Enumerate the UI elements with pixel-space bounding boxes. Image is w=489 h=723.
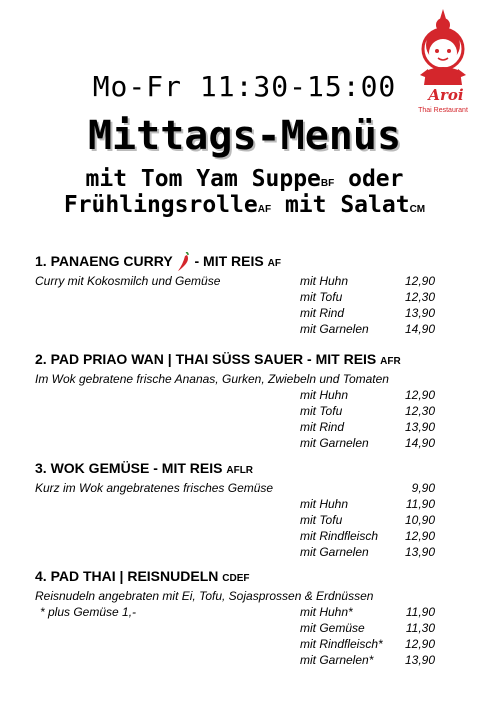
allergen-tag: CM <box>409 204 426 215</box>
price-row <box>35 496 465 512</box>
allergen-tag: BF <box>320 178 335 189</box>
allergen-tag: AFR <box>380 356 401 367</box>
text-name: mit Huhn* <box>300 605 353 619</box>
allergen-tag: AF <box>267 258 281 269</box>
menu-item-title <box>35 350 465 371</box>
menu-item-description: Reisnudeln angebraten mit Ei, Tofu, Sojasprossen & Erdnüssen <box>35 589 374 603</box>
text-title-a: PAD THAI | REISNUDELN <box>50 568 219 584</box>
text-price: 11,90 <box>405 497 435 511</box>
text-name: mit Tofu <box>300 290 343 304</box>
menu-item-description: Curry mit Kokosmilch und Gemüse <box>35 274 221 288</box>
subtitle-line-2 <box>0 192 489 218</box>
allergen-tag: AFLR <box>226 465 254 476</box>
text-price: 14,90 <box>404 322 435 336</box>
text-price: 12,90 <box>404 388 435 402</box>
price-row <box>35 604 465 620</box>
subtitle-salad: mit Salat <box>284 192 410 218</box>
text-price: 13,90 <box>404 306 435 320</box>
menu-item-title <box>35 252 465 273</box>
text-price: 11,90 <box>405 605 435 619</box>
price-row <box>35 305 465 321</box>
price-row <box>35 403 465 419</box>
menu-item-panaeng-curry <box>35 252 465 337</box>
text-name: mit Garnelen <box>300 322 369 336</box>
subtitle-line-1 <box>0 166 489 192</box>
text-price: 13,90 <box>404 420 435 434</box>
price-row <box>35 652 465 668</box>
text-number: 4. <box>35 568 47 584</box>
text-title-a: PANAENG CURRY <box>50 253 173 269</box>
menu-item-note: * plus Gemüse 1,- <box>40 605 137 619</box>
text-name: mit Rindfleisch <box>300 529 379 543</box>
price-row <box>35 528 465 544</box>
price-row <box>35 419 465 435</box>
text-price: 11,30 <box>405 621 435 635</box>
text-title-a: PAD PRIAO WAN | THAI SÜSS SAUER - MIT REIS <box>50 351 377 367</box>
subtitle-springroll: Frühlingsrolle <box>63 192 258 218</box>
text-name: mit Tofu <box>300 513 343 527</box>
text-title-a: WOK GEMÜSE - MIT REIS <box>50 460 223 476</box>
menu-item-description: Kurz im Wok angebratenes frisches Gemüse <box>35 481 274 495</box>
text-price: 13,90 <box>404 545 435 559</box>
text-price: 12,90 <box>404 637 435 651</box>
allergen-tag: AF <box>257 204 272 215</box>
text-name: mit Huhn <box>300 388 349 402</box>
menu-item-pad-priao-wan <box>35 350 465 451</box>
menu-item-pad-thai <box>35 567 465 668</box>
text-number: 3. <box>35 460 47 476</box>
subtitle-soup: mit Tom Yam Suppe <box>85 166 321 192</box>
text-name: mit Garnelen <box>300 436 369 450</box>
text-price: 10,90 <box>404 513 435 527</box>
logo-brand: Aroi <box>428 86 464 104</box>
allergen-tag: CDEF <box>222 573 250 584</box>
subtitle-or: oder <box>348 166 404 192</box>
opening-hours: Mo-Fr 11:30-15:00 <box>92 70 397 103</box>
text-price: 12,30 <box>404 290 435 304</box>
text-price: 13,90 <box>404 653 435 667</box>
text-price: 12,90 <box>404 274 435 288</box>
text-name: mit Garnelen* <box>300 653 374 667</box>
price-row <box>35 636 465 652</box>
text-name: mit Tofu <box>300 404 343 418</box>
text-name: mit Gemüse <box>300 621 365 635</box>
text-name: mit Garnelen <box>300 545 369 559</box>
text-name: mit Rind <box>300 420 345 434</box>
price-row <box>35 387 465 403</box>
menu-item-title <box>35 459 465 480</box>
text-name: mit Huhn <box>300 274 349 288</box>
price-row <box>35 544 465 560</box>
page-title: Mittags-Menüs <box>87 113 402 159</box>
text-price: 14,90 <box>404 436 435 450</box>
text-price: 12,90 <box>404 529 435 543</box>
menu-item-wok-gemuese <box>35 459 465 560</box>
text-title-b: - MIT REIS <box>194 253 264 269</box>
price-row <box>35 435 465 451</box>
text-price: 12,30 <box>404 404 435 418</box>
text-name: mit Rindfleisch* <box>300 637 383 651</box>
price-row <box>35 289 465 305</box>
text-name: mit Rind <box>300 306 345 320</box>
menu-item-description-row <box>35 480 465 496</box>
price-row <box>35 273 465 289</box>
chili-icon <box>177 252 191 272</box>
price-row <box>35 321 465 337</box>
text-number: 1. <box>35 253 47 269</box>
price-row <box>35 512 465 528</box>
logo-subtitle: Thai Restaurant <box>418 107 468 114</box>
text-name: mit Huhn <box>300 497 349 511</box>
menu-item-description: Im Wok gebratene frische Ananas, Gurken, Zwiebeln und Tomaten <box>35 372 389 386</box>
base-price: 9,90 <box>411 481 435 495</box>
price-row <box>35 620 465 636</box>
menu-item-title <box>35 567 465 588</box>
text-number: 2. <box>35 351 47 367</box>
